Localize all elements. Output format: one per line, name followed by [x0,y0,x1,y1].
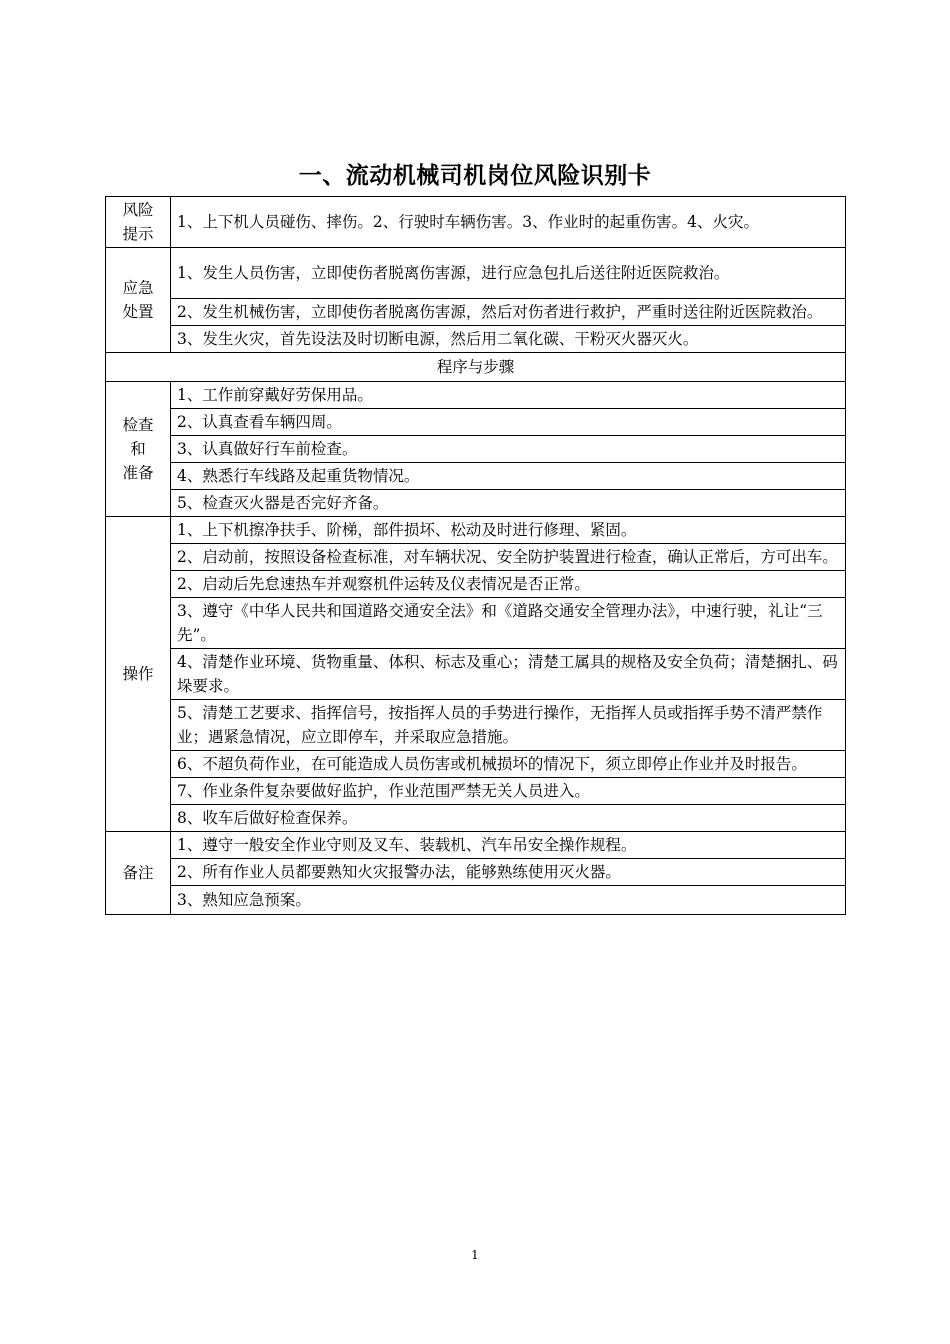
operation-label: 操作 [106,517,171,832]
operation-item: 8、收车后做好检查保养。 [171,805,846,832]
operation-row [106,544,846,571]
operation-item: 2、启动前，按照设备检查标准，对车辆状况、安全防护装置进行检查，确认正常后，方可出车。 [171,544,846,571]
remarks-item: 1、遵守一般安全作业守则及叉车、装载机、汽车吊安全操作规程。 [171,832,846,859]
operation-row [106,751,846,778]
operation-row [106,700,846,751]
check-item: 4、熟悉行车线路及起重货物情况。 [171,463,846,490]
risk-label-line: 提示 [122,225,154,243]
risk-text: 1、上下机人员碰伤、摔伤。2、行驶时车辆伤害。3、作业时的起重伤害。4、火灾。 [171,197,846,248]
operation-row [106,517,846,544]
emergency-item: 2、发生机械伤害，立即使伤者脱离伤害源，然后对伤者进行救护，严重时送往附近医院救治。 [171,299,846,326]
operation-item: 4、清楚作业环境、货物重量、体积、标志及重心；清楚工属具的规格及安全负荷；清楚捆扎、码垛要求。 [171,649,846,700]
check-item: 3、认真做好行车前检查。 [171,436,846,463]
emergency-row [106,299,846,326]
remarks-row [106,886,846,915]
check-item: 2、认真查看车辆四周。 [171,409,846,436]
check-row [106,409,846,436]
emergency-label-line: 处置 [122,303,154,321]
check-row [106,382,846,409]
operation-item: 3、遵守《中华人民共和国道路交通安全法》和《道路交通安全管理办法》，中速行驶，礼让“三先”。 [171,598,846,649]
emergency-label [106,248,171,353]
check-item: 5、检查灭火器是否完好齐备。 [171,490,846,517]
risk-label-line: 风险 [122,201,154,219]
risk-row [106,197,846,248]
check-label-line: 和 [130,440,146,458]
check-row [106,490,846,517]
remarks-row [106,859,846,886]
page-number: 1 [471,1248,479,1262]
operation-item: 6、不超负荷作业，在可能造成人员伤害或机械损坏的情况下，须立即停止作业并及时报告。 [171,751,846,778]
emergency-row [106,248,846,299]
operation-item: 2、启动后先怠速热车并观察机件运转及仪表情况是否正常。 [171,571,846,598]
procedure-header-row [106,353,846,382]
procedure-header: 程序与步骤 [106,353,846,382]
page-title: 一、流动机械司机岗位风险识别卡 [298,163,652,189]
operation-row [106,649,846,700]
emergency-label-line: 应急 [122,279,154,297]
operation-row [106,598,846,649]
operation-item: 7、作业条件复杂要做好监护，作业范围严禁无关人员进入。 [171,778,846,805]
remarks-row [106,832,846,859]
operation-item: 5、清楚工艺要求、指挥信号，按指挥人员的手势进行操作，无指挥人员或指挥手势不清严禁作业；遇紧急情况，应立即停车，并采取应急措施。 [171,700,846,751]
remarks-item: 2、所有作业人员都要熟知火灾报警办法，能够熟练使用灭火器。 [171,859,846,886]
check-label-line: 准备 [122,464,154,482]
operation-row [106,805,846,832]
risk-label [106,197,171,248]
check-label [106,382,171,517]
remarks-item: 3、熟知应急预案。 [171,886,846,915]
operation-item: 1、上下机擦净扶手、阶梯，部件损坏、松动及时进行修理、紧固。 [171,517,846,544]
emergency-row [106,326,846,353]
risk-identification-table [105,196,846,915]
remarks-label: 备注 [106,832,171,915]
operation-row [106,778,846,805]
emergency-item: 3、发生火灾，首先设法及时切断电源，然后用二氧化碳、干粉灭火器灭火。 [171,326,846,353]
emergency-item: 1、发生人员伤害，立即使伤者脱离伤害源，进行应急包扎后送往附近医院救治。 [171,248,846,299]
check-item: 1、工作前穿戴好劳保用品。 [171,382,846,409]
check-row [106,463,846,490]
check-row [106,436,846,463]
operation-row [106,571,846,598]
check-label-line: 检查 [122,416,154,434]
